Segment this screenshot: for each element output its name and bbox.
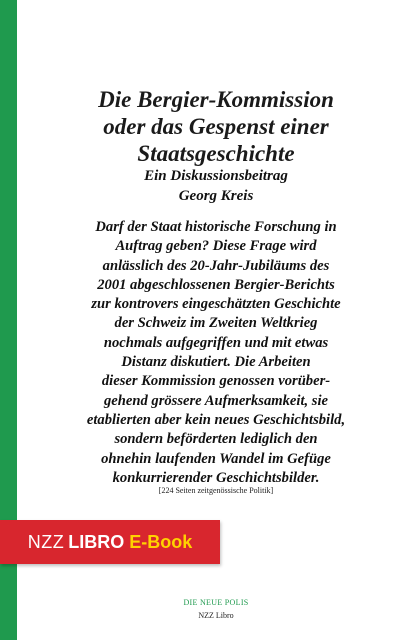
title-line: Die Bergier-Kommission [98, 87, 334, 112]
blurb-line: der Schweiz im Zweiten Weltkrieg [114, 315, 318, 332]
blurb-line: Distanz diskutiert. Die Arbeiten [121, 354, 311, 371]
series-name: DIE NEUE POLIS [183, 598, 249, 607]
book-author: Georg Kreis [178, 188, 254, 204]
page-count-note: [224 Seiten zeitgenössische Politik] [158, 486, 274, 495]
publisher-name: NZZ Libro [198, 611, 234, 620]
blurb-line: Auftrag geben? Diese Frage wird [115, 238, 317, 255]
blurb-line: etablierten aber kein neues Geschichtsbild, [86, 411, 346, 428]
blurb-line: sondern beförderten lediglich den [114, 431, 318, 448]
title-line: Staatsgeschichte [137, 141, 295, 166]
blurb-line: konkurrierender Geschichtsbilder. [112, 469, 320, 486]
blurb-line: gehend grössere Aufmerksamkeit, sie [103, 392, 329, 409]
banner-ebook-text: E-Book [129, 531, 193, 552]
blurb-line: Darf der Staat historische Forschung in [95, 219, 337, 235]
book-title [30, 86, 402, 167]
blurb-line: zur kontrovers eingeschätzten Geschichte [91, 296, 341, 313]
blurb-line: 2001 abgeschlossenen Bergier-Berichts [97, 276, 335, 293]
blurb-line: nochmals aufgegriffen und mit etwas [103, 334, 329, 351]
book-blurb [30, 218, 402, 488]
ebook-banner [0, 520, 220, 564]
blurb-line: anlässlich des 20-Jahr-Jubiläums des [102, 257, 330, 274]
banner-libro-text: LIBRO [68, 531, 125, 552]
book-subtitle: Ein Diskussionsbeitrag [144, 168, 288, 184]
blurb-line: ohnehin laufenden Wandel im Gefüge [101, 450, 331, 467]
title-line: oder das Gespenst einer [103, 114, 329, 139]
banner-nzz-text: NZZ [27, 531, 65, 552]
blurb-line: dieser Kommission genossen vorüber- [101, 373, 331, 390]
